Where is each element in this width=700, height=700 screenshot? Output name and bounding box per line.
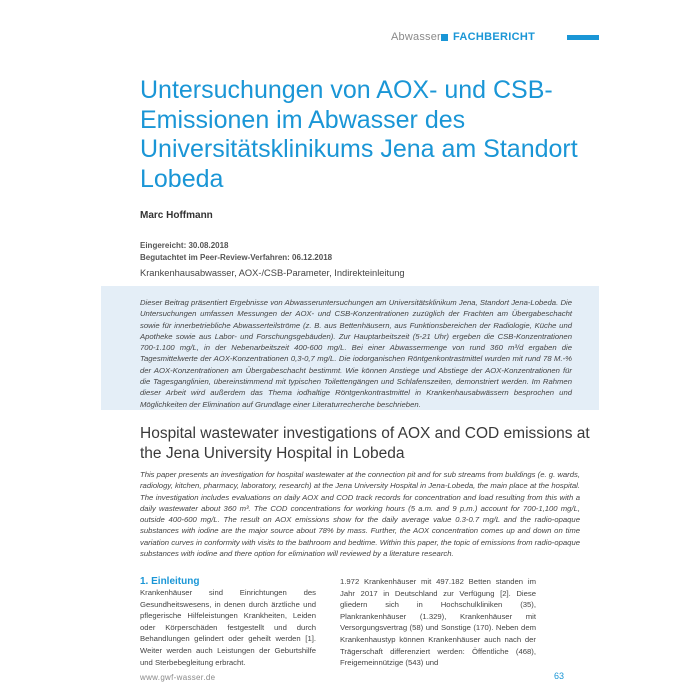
review-dates [140,240,332,263]
header-accent-bar [567,35,599,40]
english-title: Hospital wastewater investigations of AOX and COD emissions at the Jena University Hospital in Lobeda [140,425,590,462]
header-square-marker [441,34,448,41]
body-column-right: 1.972 Krankenhäuser mit 497.182 Betten standen im Jahr 2017 in Deutschland zur Verfügung [2]. Diese gliedern sich in Hochschulkliniken (35), Plankrankenhäuser (1.329), Krankenhäuser mit Versorgungsvertrag (58) und Sonstige (170). Neben dem Krankenhaustyp können Krankenhäuser auch nach der Trägerschaft differenziert werden: Öffentliche (468), Freigemeinnützige (543) und [340,577,536,668]
section-heading: 1. Einleitung [140,576,200,587]
header-category: Abwasser [391,31,441,43]
author-name: Marc Hoffmann [140,210,213,221]
abstract-english: This paper presents an investigation for hospital wastewater at the connection pit and for sub streams from buildings (e. g. wards, radiology, kitchen, pharmacy, laboratory, research) at the Jena University Hospital in Jena-Lobeda, the main place at the hospital. The investigation includes evaluations on daily AOX and COD track records for concentration and load resulting from this with a daily wastewater about 360 m³. The COD concentrations for working hours (5 a.m. and 9 p.m.) account for 700-1,100 mg/L, outside 400-600 mg/L. The result on AOX emissions show for the daily average value 0.3-0.7 mg/L and the radio-opaque substances with iodine are the major source about 78% by mass. Further, the AOX concentration comes up and down on time variation curves in conformity with visits to the bathroom and bedtime. Within this paper, the topic of emissions from radio-opaque substances with iodine and there option for elimination will reviewed by a literature research. [140,470,580,559]
page-number: 63 [554,671,565,681]
article-title: Untersuchungen von AOX- und CSB-Emissionen im Abwasser des Universitätsklinikums Jena am Standort Lobeda [140,76,578,193]
keywords: Krankenhausabwasser, AOX-/CSB-Parameter, Indirekteinleitung [140,268,405,278]
footer-url: www.gwf-wasser.de [140,673,216,682]
reviewed-date: Begutachtet im Peer-Review-Verfahren: 06.12.2018 [140,252,333,262]
abstract-german: Dieser Beitrag präsentiert Ergebnisse von Abwasseruntersuchungen am Universitätsklinikum Jena, Standort Jena-Lobeda. Die Untersuchungen umfassen Messungen der AOX- und CSB-Konzentrationen zuzüglich der Frachten am Übergabeschacht sowie für innerbetriebliche Abwasserteilströme (z. B. aus Bettenhäusern, aus Funktionsbereichen der Radiologie, Küche und Apotheke sowie aus Labor- und Forschungsgebäuden). Zur Hauptarbeitszeit (5-21 Uhr) ergeben die CSB-Konzentrationen 700-1.100 mg/L, in der Nebenarbeitszeit 400-600 mg/L. Bei einer Abwassermenge von rund 360 m³/d ergaben die Tagesmittelwerte der AOX-Konzentrationen 0,3-0,7 mg/L. Die iodorganischen Röntgenkontrastmittel wurden mit rund 78 M.-% der AOX-Konzentrationen am Übergabeschacht bestimmt. Wie können Anstiege und Abstiege der AOX-Konzentrationen für die Tagesganglinien, übereinstimmend mit typischen Toilettengängen und Schlafenszeiten, demonstriert werden. Im Rahmen dieser Arbeit wird außerdem das Thema iodhaltige Röntgenkontrastmittel in Krankenhausabwässern besprochen und Möglichkeiten der Elimination auf Grundlage einer Literaturrecherche beschrieben. [140,298,572,409]
header-article-type: FACHBERICHT [453,31,536,43]
received-date: Eingereicht: 30.08.2018 [140,241,229,250]
body-column-left: Krankenhäuser sind Einrichtungen des Gesundheitswesens, in denen durch ärztliche und pflegerische Hilfeleistungen Krankheiten, Leiden oder Körperschäden festgestellt und durch Behandlungen gelindert oder geheilt werden [1]. Weiter werden auch Leistungen der Geburtshilfe und Sterbebegleitung erbracht. [140,588,316,667]
